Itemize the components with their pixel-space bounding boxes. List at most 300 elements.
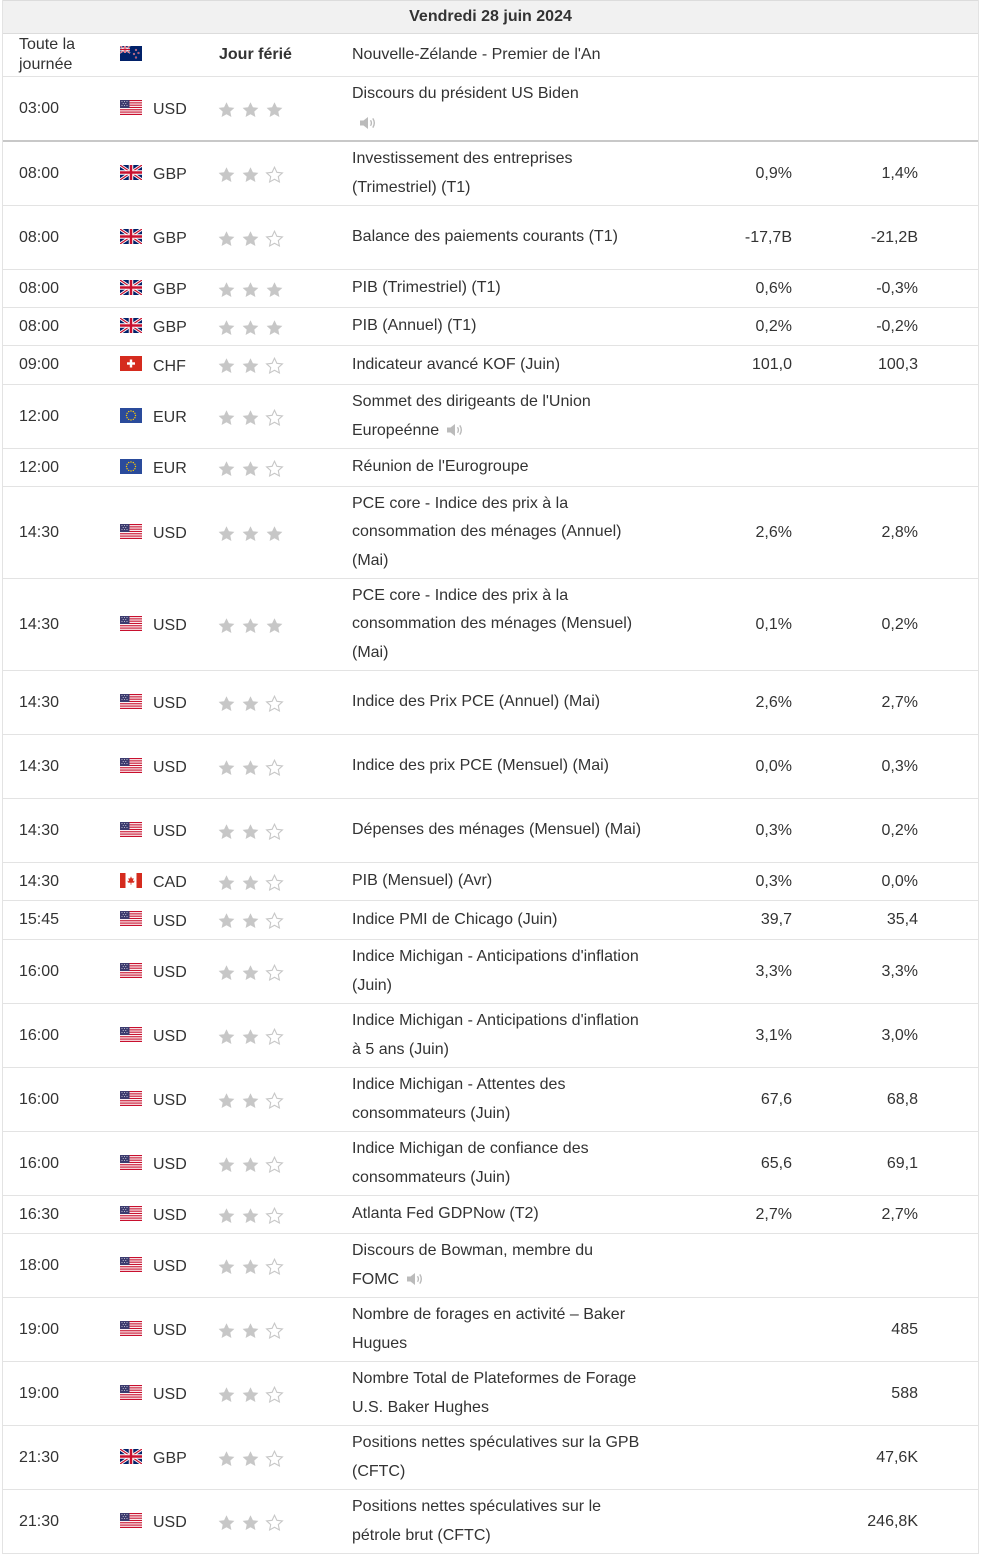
star-filled-icon: [241, 874, 260, 892]
event-time: 08:00: [19, 228, 60, 246]
forecast-value: 2,7%: [881, 1205, 918, 1223]
importance-stars: [217, 1450, 284, 1468]
table-row[interactable]: [3, 901, 978, 940]
event-name[interactable]: [352, 1234, 642, 1297]
event-time: 14:30: [19, 615, 60, 633]
star-filled-icon: [241, 281, 260, 299]
event-name[interactable]: [352, 1298, 642, 1361]
event-name[interactable]: [352, 346, 642, 384]
table-row[interactable]: [3, 1196, 978, 1234]
us-flag-icon: [120, 1027, 142, 1042]
star-filled-icon: [241, 357, 260, 375]
event-title[interactable]: PIB (Annuel) (T1): [352, 317, 477, 335]
us-flag-icon: [120, 963, 142, 978]
event-name[interactable]: [352, 34, 642, 76]
currency-code: GBP: [153, 281, 187, 298]
speaker-icon[interactable]: [445, 422, 465, 438]
us-flag-icon: [120, 1321, 142, 1336]
actual-value: 0,1%: [755, 615, 792, 633]
star-filled-icon: [241, 1156, 260, 1174]
forecast-value: -0,3%: [876, 279, 918, 297]
us-flag-icon: [120, 1155, 142, 1170]
star-empty-icon: [265, 1450, 284, 1468]
event-name[interactable]: [352, 449, 642, 486]
event-title[interactable]: Indice Michigan - Anticipations d'inflation (Juin): [352, 948, 639, 994]
table-row[interactable]: [3, 206, 978, 270]
table-row[interactable]: [3, 735, 978, 799]
event-name[interactable]: [352, 1362, 642, 1425]
star-filled-icon: [241, 460, 260, 478]
forecast-value: 1,4%: [881, 164, 918, 182]
forecast-value: 2,8%: [881, 523, 918, 541]
us-flag-icon: [120, 1091, 142, 1106]
importance-stars: [217, 1514, 284, 1532]
event-name[interactable]: [352, 671, 642, 734]
event-title[interactable]: Indice Michigan - Anticipations d'inflation à 5 ans (Juin): [352, 1012, 639, 1058]
actual-value: 65,6: [760, 1154, 792, 1172]
star-filled-icon: [217, 357, 236, 375]
importance-stars: [217, 617, 284, 635]
event-time: 21:30: [19, 1448, 60, 1466]
importance-stars: [217, 101, 284, 119]
event-name[interactable]: [352, 863, 642, 900]
event-title[interactable]: Sommet des dirigeants de l'Union Europeénne: [352, 393, 591, 439]
actual-value: 3,1%: [755, 1026, 792, 1044]
star-empty-icon: [265, 1207, 284, 1225]
currency-code: USD: [153, 912, 187, 930]
event-title[interactable]: Indice Michigan - Attentes des consommateurs (Juin): [352, 1076, 566, 1122]
event-time: 12:00: [19, 407, 60, 425]
event-name[interactable]: [352, 385, 642, 448]
star-filled-icon: [265, 525, 284, 543]
star-filled-icon: [217, 874, 236, 892]
table-row[interactable]: [3, 1298, 978, 1362]
importance-stars: [217, 964, 284, 982]
event-title[interactable]: PCE core - Indice des prix à la consommation des ménages (Annuel) (Mai): [352, 494, 622, 569]
currency-code: USD: [153, 759, 187, 776]
star-empty-icon: [265, 1156, 284, 1174]
table-row[interactable]: [3, 34, 978, 77]
star-empty-icon: [265, 230, 284, 248]
star-filled-icon: [217, 1092, 236, 1110]
event-time: 08:00: [19, 279, 60, 297]
star-filled-icon: [217, 319, 236, 337]
table-row[interactable]: [3, 308, 978, 346]
currency-code: USD: [153, 964, 187, 981]
importance-stars: [217, 874, 284, 892]
event-time: 09:00: [19, 356, 60, 373]
event-time: 08:00: [19, 164, 60, 182]
gb-flag-icon: [120, 165, 142, 180]
event-name[interactable]: [352, 1426, 642, 1489]
actual-value: 0,0%: [755, 757, 792, 775]
event-title[interactable]: Balance des paiements courants (T1): [352, 228, 618, 246]
currency-code: GBP: [153, 319, 187, 336]
event-time: Toute la journée: [19, 36, 76, 73]
star-filled-icon: [241, 1207, 260, 1225]
nz-flag-icon: [120, 46, 142, 61]
star-filled-icon: [241, 1258, 260, 1276]
importance-stars: [217, 1156, 284, 1174]
importance-stars: [217, 409, 284, 427]
star-filled-icon: [241, 1322, 260, 1340]
actual-value: 0,9%: [755, 164, 792, 182]
star-filled-icon: [241, 1514, 260, 1532]
eu-flag-icon: [120, 408, 142, 423]
forecast-value: 35,4: [886, 911, 918, 928]
star-filled-icon: [217, 695, 236, 713]
star-empty-icon: [265, 460, 284, 478]
event-time: 19:00: [19, 1384, 60, 1402]
event-time: 14:30: [19, 693, 60, 711]
actual-value: 2,6%: [755, 693, 792, 711]
event-name[interactable]: [352, 579, 642, 670]
event-name[interactable]: [352, 487, 642, 578]
star-empty-icon: [265, 1386, 284, 1404]
currency-code: USD: [153, 1207, 187, 1224]
star-empty-icon: [265, 912, 284, 930]
table-row[interactable]: [3, 1490, 978, 1554]
importance-stars: [217, 357, 284, 375]
event-name[interactable]: [352, 1196, 642, 1233]
star-filled-icon: [241, 617, 260, 635]
star-filled-icon: [241, 759, 260, 777]
forecast-value: 68,8: [886, 1090, 918, 1108]
star-filled-icon: [241, 1092, 260, 1110]
currency-code: CHF: [153, 357, 186, 375]
star-filled-icon: [217, 1207, 236, 1225]
actual-value: 39,7: [760, 911, 792, 928]
event-time: 15:45: [19, 911, 60, 928]
currency-code: USD: [153, 1386, 187, 1403]
event-time: 14:30: [19, 821, 60, 839]
star-filled-icon: [241, 525, 260, 543]
event-name[interactable]: [352, 1068, 642, 1131]
event-time: 14:30: [19, 757, 60, 775]
importance-stars: [217, 823, 284, 841]
star-filled-icon: [217, 230, 236, 248]
currency-code: USD: [153, 1028, 187, 1045]
event-name[interactable]: [352, 77, 642, 140]
table-row[interactable]: [3, 270, 978, 308]
forecast-value: 588: [891, 1384, 918, 1402]
table-row[interactable]: [3, 940, 978, 1004]
star-empty-icon: [265, 695, 284, 713]
currency-code: USD: [153, 695, 187, 712]
event-title[interactable]: Indice PMI de Chicago (Juin): [352, 910, 558, 928]
forecast-value: 100,3: [877, 356, 918, 373]
currency-code: GBP: [153, 230, 187, 247]
event-time: 16:30: [19, 1205, 60, 1223]
currency-code: USD: [153, 823, 187, 840]
currency-code: USD: [153, 1258, 187, 1275]
event-name[interactable]: [352, 901, 642, 939]
importance-stars: [217, 460, 284, 478]
event-name[interactable]: [352, 735, 642, 798]
event-title[interactable]: Discours de Bowman, membre du FOMC: [352, 1242, 593, 1288]
us-flag-icon: [120, 1257, 142, 1272]
star-filled-icon: [217, 409, 236, 427]
table-row[interactable]: [3, 142, 978, 206]
event-time: 19:00: [19, 1320, 60, 1338]
forecast-value: 0,0%: [881, 872, 918, 890]
star-filled-icon: [217, 166, 236, 184]
event-title[interactable]: Positions nettes spéculatives sur la GPB (CFTC): [352, 1434, 640, 1480]
actual-value: 0,6%: [755, 279, 792, 297]
event-title[interactable]: PCE core - Indice des prix à la consommation des ménages (Mensuel) (Mai): [352, 586, 633, 661]
event-time: 18:00: [19, 1256, 60, 1274]
us-flag-icon: [120, 822, 142, 837]
holiday-label: Jour férié: [219, 46, 292, 63]
importance-stars: [217, 525, 284, 543]
star-filled-icon: [265, 319, 284, 337]
event-title[interactable]: Dépenses des ménages (Mensuel) (Mai): [352, 821, 642, 839]
star-filled-icon: [241, 1028, 260, 1046]
star-empty-icon: [265, 1028, 284, 1046]
event-name[interactable]: [352, 940, 642, 1003]
star-filled-icon: [265, 281, 284, 299]
table-row[interactable]: [3, 1426, 978, 1490]
star-filled-icon: [217, 1156, 236, 1174]
star-empty-icon: [265, 1092, 284, 1110]
event-name[interactable]: [352, 799, 642, 862]
table-row[interactable]: [3, 863, 978, 901]
currency-code: USD: [153, 617, 187, 634]
table-row[interactable]: [3, 799, 978, 863]
star-filled-icon: [217, 525, 236, 543]
gb-flag-icon: [120, 1449, 142, 1464]
event-time: 03:00: [19, 99, 60, 117]
currency-code: USD: [153, 525, 187, 542]
event-title[interactable]: Indice Michigan de confiance des consommateurs (Juin): [352, 1140, 589, 1186]
ch-flag-icon: [120, 356, 142, 371]
star-filled-icon: [241, 912, 260, 930]
forecast-value: 0,2%: [881, 615, 918, 633]
star-filled-icon: [217, 1450, 236, 1468]
table-row[interactable]: [3, 1234, 978, 1298]
eu-flag-icon: [120, 459, 142, 474]
forecast-value: 485: [891, 1320, 918, 1338]
star-empty-icon: [265, 1514, 284, 1532]
us-flag-icon: [120, 1385, 142, 1400]
star-filled-icon: [241, 823, 260, 841]
table-row[interactable]: [3, 487, 978, 579]
importance-stars: [217, 1386, 284, 1404]
event-title[interactable]: Positions nettes spéculatives sur le pétrole brut (CFTC): [352, 1498, 602, 1544]
event-title[interactable]: Discours du président US Biden: [352, 84, 579, 102]
event-name[interactable]: [352, 1132, 642, 1195]
table-row[interactable]: [3, 346, 978, 385]
us-flag-icon: [120, 616, 142, 631]
star-empty-icon: [265, 823, 284, 841]
speaker-icon[interactable]: [358, 115, 378, 131]
star-filled-icon: [217, 281, 236, 299]
star-empty-icon: [265, 759, 284, 777]
event-time: 16:00: [19, 962, 60, 980]
importance-stars: [217, 1258, 284, 1276]
currency-code: USD: [153, 1092, 187, 1109]
forecast-value: 3,0%: [881, 1026, 918, 1044]
importance-stars: [217, 912, 284, 930]
star-empty-icon: [265, 1258, 284, 1276]
star-filled-icon: [217, 1514, 236, 1532]
event-title[interactable]: Nombre de forages en activité – Baker Hugues: [352, 1306, 626, 1352]
importance-stars: [217, 230, 284, 248]
actual-value: 2,7%: [755, 1205, 792, 1223]
star-empty-icon: [265, 1322, 284, 1340]
gb-flag-icon: [120, 229, 142, 244]
star-filled-icon: [217, 759, 236, 777]
event-time: 14:30: [19, 872, 60, 890]
us-flag-icon: [120, 1513, 142, 1528]
actual-value: -17,7B: [744, 228, 792, 246]
event-name[interactable]: [352, 1490, 642, 1553]
event-title[interactable]: Investissement des entreprises (Trimestriel) (T1): [352, 150, 573, 196]
star-filled-icon: [217, 460, 236, 478]
us-flag-icon: [120, 911, 142, 926]
forecast-value: 0,3%: [881, 757, 918, 775]
actual-value: 0,3%: [755, 821, 792, 839]
event-title[interactable]: Indicateur avancé KOF (Juin): [352, 355, 561, 373]
us-flag-icon: [120, 100, 142, 115]
star-filled-icon: [241, 101, 260, 119]
currency-code: USD: [153, 1322, 187, 1339]
table-row[interactable]: [3, 1068, 978, 1132]
star-empty-icon: [265, 409, 284, 427]
star-filled-icon: [241, 1450, 260, 1468]
event-name[interactable]: [352, 270, 642, 307]
event-title[interactable]: PIB (Trimestriel) (T1): [352, 279, 501, 297]
importance-stars: [217, 319, 284, 337]
actual-value: 0,3%: [755, 872, 792, 890]
event-name[interactable]: [352, 308, 642, 345]
actual-value: 101,0: [751, 356, 792, 373]
event-title[interactable]: Indice des prix PCE (Mensuel) (Mai): [352, 757, 609, 775]
importance-stars: [217, 281, 284, 299]
star-empty-icon: [265, 964, 284, 982]
star-filled-icon: [217, 1028, 236, 1046]
forecast-value: 0,2%: [881, 821, 918, 839]
currency-code: EUR: [153, 460, 187, 477]
star-empty-icon: [265, 874, 284, 892]
forecast-value: 47,6K: [876, 1448, 918, 1466]
table-row[interactable]: [3, 671, 978, 735]
star-filled-icon: [217, 912, 236, 930]
currency-code: GBP: [153, 166, 187, 183]
star-filled-icon: [241, 166, 260, 184]
currency-code: EUR: [153, 409, 187, 426]
event-title[interactable]: Réunion de l'Eurogroupe: [352, 458, 529, 476]
actual-value: 2,6%: [755, 523, 792, 541]
speaker-icon[interactable]: [405, 1271, 425, 1287]
forecast-value: 246,8K: [867, 1512, 918, 1530]
star-filled-icon: [217, 1386, 236, 1404]
importance-stars: [217, 1207, 284, 1225]
currency-code: CAD: [153, 874, 187, 891]
importance-stars: [217, 1092, 284, 1110]
event-name[interactable]: [352, 206, 642, 269]
event-time: 14:30: [19, 523, 60, 541]
event-time: 08:00: [19, 317, 60, 335]
star-empty-icon: [265, 357, 284, 375]
event-title[interactable]: PIB (Mensuel) (Avr): [352, 872, 493, 890]
star-filled-icon: [241, 319, 260, 337]
event-time: 16:00: [19, 1090, 60, 1108]
event-name[interactable]: [352, 1004, 642, 1067]
currency-code: USD: [153, 101, 187, 118]
table-row[interactable]: [3, 77, 978, 142]
event-title[interactable]: Nouvelle-Zélande - Premier de l'An: [352, 45, 601, 63]
currency-code: USD: [153, 1514, 187, 1531]
star-filled-icon: [241, 964, 260, 982]
forecast-value: -0,2%: [876, 317, 918, 335]
table-row[interactable]: [3, 385, 978, 449]
gb-flag-icon: [120, 280, 142, 295]
importance-stars: [217, 695, 284, 713]
event-name[interactable]: [352, 142, 642, 205]
star-filled-icon: [241, 1386, 260, 1404]
event-time: 16:00: [19, 1026, 60, 1044]
gb-flag-icon: [120, 318, 142, 333]
star-filled-icon: [217, 964, 236, 982]
star-filled-icon: [265, 617, 284, 635]
event-title[interactable]: Atlanta Fed GDPNow (T2): [352, 1205, 539, 1223]
economic-calendar: [2, 0, 979, 1554]
event-title[interactable]: Indice des Prix PCE (Annuel) (Mai): [352, 693, 601, 711]
us-flag-icon: [120, 694, 142, 709]
star-filled-icon: [241, 695, 260, 713]
star-filled-icon: [217, 617, 236, 635]
star-filled-icon: [217, 1322, 236, 1340]
event-time: 16:00: [19, 1154, 60, 1172]
star-filled-icon: [265, 101, 284, 119]
table-row[interactable]: [3, 1362, 978, 1426]
importance-stars: [217, 759, 284, 777]
forecast-value: 3,3%: [881, 962, 918, 980]
event-time: 21:30: [19, 1512, 60, 1530]
us-flag-icon: [120, 524, 142, 539]
day-header: Vendredi 28 juin 2024: [3, 0, 978, 34]
table-row[interactable]: [3, 1004, 978, 1068]
importance-stars: [217, 1322, 284, 1340]
event-time: 12:00: [19, 458, 60, 476]
us-flag-icon: [120, 1206, 142, 1221]
event-title[interactable]: Nombre Total de Plateformes de Forage U.S. Baker Hughes: [352, 1370, 637, 1416]
ca-flag-icon: [120, 873, 142, 888]
forecast-value: 2,7%: [881, 693, 918, 711]
star-filled-icon: [217, 1258, 236, 1276]
actual-value: 3,3%: [755, 962, 792, 980]
importance-stars: [217, 1028, 284, 1046]
star-filled-icon: [217, 823, 236, 841]
importance-stars: [217, 166, 284, 184]
actual-value: 0,2%: [755, 317, 792, 335]
table-row[interactable]: [3, 1132, 978, 1196]
star-empty-icon: [265, 166, 284, 184]
us-flag-icon: [120, 758, 142, 773]
star-filled-icon: [241, 409, 260, 427]
forecast-value: 69,1: [886, 1154, 918, 1172]
currency-code: GBP: [153, 1450, 187, 1467]
forecast-value: -21,2B: [870, 228, 918, 246]
star-filled-icon: [241, 230, 260, 248]
table-row[interactable]: [3, 579, 978, 671]
star-filled-icon: [217, 101, 236, 119]
table-row[interactable]: [3, 449, 978, 487]
event-list: [3, 34, 978, 1554]
currency-code: USD: [153, 1156, 187, 1173]
actual-value: 67,6: [760, 1090, 792, 1108]
